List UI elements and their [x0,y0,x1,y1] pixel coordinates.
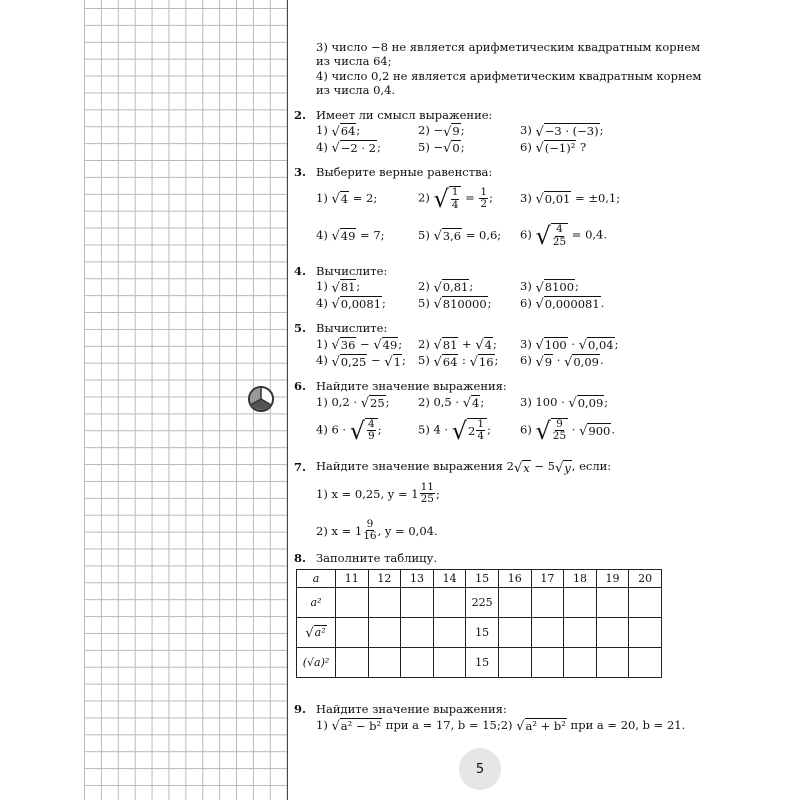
answer-row [294,337,670,353]
radical: √ 0,25 [331,354,367,371]
item-label: 3) [520,122,536,137]
table-cell: 15 [466,570,499,588]
item-label: 2) [418,279,434,293]
answer-row [294,181,670,217]
item-suffix: . [600,295,605,310]
item-label: 2) [418,190,434,205]
radicand: a² [314,626,326,640]
exercise-3 [294,165,670,253]
item-label: 5) [418,227,434,242]
fraction [479,187,488,211]
difficulty-marker-icon [248,386,274,412]
whole-part: 2 [468,423,476,438]
item-label: 4) [316,295,332,310]
exercise-4 [294,264,670,312]
exercise-number: 8. [294,550,307,565]
denominator: 9 [368,430,375,443]
radical: √ 4 [462,395,480,412]
radicand: 0,81 [442,280,469,295]
exercise-8 [294,551,670,678]
radical: √ 36 [331,338,356,354]
table-cell [368,588,401,618]
item-label: 6) [520,353,536,368]
operator: : [458,353,470,368]
radical: √ $\frac{9}{25}$ [535,416,567,445]
radicand: 36 [340,338,356,353]
table-cell [564,618,597,648]
radical: √ y [554,460,571,476]
radical: √ 8100 [535,280,575,296]
radicand: a² − b² [340,718,382,733]
radical: √ a² [305,626,326,642]
exercise-title: Найдите значение выражения: [316,379,507,394]
table-cell [336,618,369,648]
item-suffix: ; [489,190,493,205]
table-cell [433,618,466,648]
radicand: −3 · (−3) [544,124,599,139]
exercise-number: 2. [294,107,307,122]
radical: √ a² + b² [516,718,566,735]
item-suffix: ; [460,139,465,154]
item-suffix: ? [576,139,587,154]
table-cell: 19 [596,570,629,588]
radicand: 9 [452,124,460,139]
item-label: 3) [520,336,536,351]
table-cell [433,588,466,618]
item-suffix: ; [492,336,497,351]
numerator: 9 [366,517,374,530]
radical: √ 1 [384,354,401,371]
exercise-title: Выберите верные равенства: [316,165,493,180]
item-label: 6) [520,139,536,154]
operator: · [567,336,579,351]
condition-text: 1) x = 0,25, y = 1 [316,486,419,501]
table-cell: 14 [433,570,466,588]
item-label: 3) [520,190,536,205]
item-suffix: = 0,6; [462,227,502,242]
item-label: 3) 100 · [520,394,569,409]
table-cell: 18 [564,570,597,588]
item-suffix: ; [356,122,361,137]
radicand: 49 [382,338,398,353]
table-cell: 13 [401,570,434,588]
radical: √ x [513,460,530,476]
operator: · [553,353,565,368]
denominator: 25 [420,493,434,506]
operator: · [568,422,580,437]
answer-row [294,353,670,369]
table-row [297,588,662,618]
intro-line: из числа 64; [316,54,392,69]
item-suffix: ; [487,295,492,310]
fraction [451,187,460,211]
table-cell [596,588,629,618]
radical: √ −3 · (−3) [535,124,599,140]
radicand: 0,000081 [544,297,600,311]
radicand: 8100 [544,280,575,295]
item-suffix: ; [382,295,386,310]
radical: √ 81 [331,280,356,296]
radical: √ 0,81 [433,280,469,296]
radical: √ 9 [535,354,553,371]
item-label: 5) [418,353,434,368]
item-label: 2) − [418,122,444,137]
radicand: 64 [340,124,356,139]
item-suffix: ; [494,353,499,368]
radical: √ 4 [331,192,349,208]
radicand: 900 [588,423,611,438]
radicand: 0,01 [544,192,571,207]
radicand: 0,25 [340,354,367,369]
item-label: 4) [316,353,332,368]
exercise-title: Найдите значение выражения: [316,702,507,717]
radical: √ 4 [475,338,492,354]
radical: √ 900 [579,423,611,439]
item-suffix: ; [377,422,382,437]
intro-line: 4) число 0,2 не является арифметическим квадратным корнем [316,68,702,83]
radicand: 49 [340,229,356,244]
exercise-content [294,40,702,735]
radical: √ 0,0081 [331,297,382,313]
exercise-number: 6. [294,379,307,394]
item-suffix: ; [398,336,403,351]
item-suffix: ; [604,394,609,409]
radicand: 4 [472,395,480,410]
item-label: 6) [520,295,536,310]
radicand: 4 [484,338,492,353]
item-label: 4) [316,227,332,242]
radicand: 81 [442,338,458,353]
radicand: 1 [393,354,401,369]
item-suffix: ; [385,394,390,409]
item-suffix: при a = 17, b = 15; [382,717,501,732]
radicand: 0,09 [573,354,599,369]
radicand: 0,0081 [340,297,382,311]
item-label: 2) [418,336,434,351]
table-cell [596,648,629,678]
radical: √ 810000 [433,297,487,313]
radicand: (−1)² [544,140,576,155]
item-label: 1) [316,717,332,732]
exercise-7 [294,459,670,549]
denominator: 2 [480,198,488,211]
radical: √ 9 [443,124,460,140]
radical: √ 16 [469,354,494,371]
radical: √ 0,000081 [535,297,600,313]
radical: √ $\frac{1}{4}$ [433,186,461,211]
item-suffix: ; [435,486,440,501]
answer-row [294,395,670,411]
radicand: 81 [340,280,356,295]
title-text: Найдите значение выражения 2 [316,459,514,474]
table-cell: 225 [466,588,499,618]
denominator: 25 [552,235,567,248]
exercise-number: 7. [294,459,307,474]
table-cell [336,588,369,618]
exercise-title: Вычислите: [316,263,388,278]
denominator: 16 [363,530,377,543]
table-cell: 15 [466,648,499,678]
exercise-number: 9. [294,702,307,717]
item-label: 1) [316,336,332,351]
item-label: 5) 4 · [418,422,452,437]
table-cell: 12 [368,570,401,588]
table-cell [498,588,531,618]
radical: √ a² − b² [331,718,382,735]
operator: + [458,336,476,351]
item-label: 4) 6 · [316,422,350,437]
operator: − [356,336,374,351]
item-suffix: ; [401,353,406,368]
row-label [297,618,336,648]
radical: √ 25 [360,395,385,412]
table-header: a [297,570,336,588]
fraction [553,224,566,248]
item-suffix: ; [377,139,381,154]
table-cell [564,588,597,618]
item-label: 3) [520,279,536,293]
table-row [297,648,662,678]
operator: − 5 [530,459,555,474]
exercise-number: 5. [294,321,307,336]
exercise-number: 4. [294,263,307,278]
condition-line [294,513,670,549]
item-suffix: ; [599,122,604,137]
exercise-9 [294,702,686,735]
answer-row [294,140,670,156]
item-suffix: ; [460,122,465,137]
radical: √ $\frac{4}{9}$ [350,418,378,443]
table-cell [531,648,564,678]
item-suffix: ; [487,422,491,437]
fraction [420,482,435,506]
item-suffix: . [611,422,616,437]
item-suffix: ; [356,279,361,293]
item-suffix: = ±0,1; [571,190,621,205]
title-suffix: , если: [571,459,612,474]
radical: √ 3,6 [433,229,462,245]
item-label: 5) [418,295,434,310]
table-cell [531,588,564,618]
table-cell: 15 [466,618,499,648]
radical: √ 49 [331,229,356,245]
item-suffix: = 2; [349,190,378,205]
item-label: 5) − [418,139,444,154]
answer-row [294,717,686,735]
radical: √ 0,01 [535,192,571,208]
radical: √ 2 $\frac{1}{4}$ [452,418,487,443]
table-cell [564,648,597,678]
radicand: 9 [544,354,553,369]
item-suffix: = 7; [356,227,385,242]
numerator: 9 [556,417,563,430]
numerator: 1 [477,417,485,430]
table-header-row [297,570,662,588]
radicand: y [564,460,571,475]
item-label: 2) 0,5 · [418,394,463,409]
row-label: (√a)² [297,648,336,678]
fill-table [296,569,662,678]
intro-line: 3) число −8 не является арифметическим квадратным корнем [316,40,701,54]
radical: √ 0 [443,140,460,157]
table-cell [629,618,662,648]
radical: √ 64 [331,124,356,140]
radicand: 0,09 [577,395,604,410]
exercise-number: 3. [294,165,307,180]
item-suffix: = 0,4. [568,227,608,242]
table-cell [433,648,466,678]
condition-line [294,476,670,512]
fraction [553,419,566,443]
radicand: x [523,460,530,475]
radical: √ $\frac{4}{25}$ [535,222,567,251]
item-label: 1) 0,2 · [316,394,361,409]
item-label: 4) [316,139,332,154]
condition-text: 2) x = 1 [316,523,363,538]
exercise-title: Имеет ли смысл выражение: [316,107,493,122]
radical: √ 100 [535,338,567,354]
table-cell [336,648,369,678]
radical: √ −2 · 2 [331,140,377,157]
intro-line: из числа 0,4. [316,83,396,98]
radical: √ 0,09 [568,395,604,412]
table-cell: 17 [531,570,564,588]
item-label: 1) [316,122,332,137]
radicand: 4 [340,192,349,207]
radicand: 25 [370,395,385,410]
exercise-title [316,459,611,475]
radicand: 3,6 [442,229,462,244]
intro-block [294,40,702,98]
answer-row [294,411,670,449]
item-label: 1) [316,190,332,205]
radical: √ 81 [433,338,458,354]
radicand: 810000 [442,297,487,311]
item-suffix: , y = 0,04. [377,523,438,538]
item-suffix: ; [480,394,485,409]
radicand: 100 [544,338,567,353]
radicand: 16 [478,354,494,369]
radical: √ 0,04 [578,338,614,354]
operator: − [367,353,385,368]
denominator: 25 [552,430,567,443]
equals-sign: = [461,190,479,205]
fraction [476,419,485,443]
table-cell [368,648,401,678]
radicand: 0 [452,140,460,155]
item-suffix: ; [575,279,579,293]
numerator: 1 [451,186,459,199]
numerator: 4 [556,223,563,236]
item-suffix: ; [469,279,474,293]
table-cell [401,588,434,618]
row-label: a² [297,588,336,618]
page-number: 5 [459,748,501,790]
fraction [367,419,376,443]
answer-row [294,218,670,254]
denominator: 4 [451,198,459,211]
table-cell [401,618,434,648]
radical: √ (−1)² [535,140,576,157]
radicand: 64 [442,354,458,369]
answer-row [294,123,670,139]
numerator: 11 [420,480,434,493]
table-cell [629,588,662,618]
exercise-2 [294,108,670,156]
numerator: 4 [368,417,375,430]
table-cell [498,618,531,648]
denominator: 4 [477,430,485,443]
exercise-6 [294,379,670,449]
radical: √ 64 [433,354,458,371]
exercise-title: Заполните таблицу. [316,550,437,565]
table-cell [498,648,531,678]
radicand: a² + b² [525,718,566,733]
item-label: 6) [520,227,536,242]
table-row [297,618,662,648]
table-cell [629,648,662,678]
item-label: 6) [520,422,536,437]
radical: √ 0,09 [564,354,599,371]
table-cell: 16 [498,570,531,588]
fraction [363,519,376,543]
radical: √ 49 [373,338,398,354]
table-cell: 11 [336,570,369,588]
exercise-5 [294,321,670,369]
numerator: 1 [480,185,488,198]
table-cell: 20 [629,570,662,588]
table-cell [596,618,629,648]
item-suffix: при a = 20, b = 21. [566,717,686,732]
radicand: 0,04 [587,338,614,353]
table-cell [531,618,564,648]
exercise-title: Вычислите: [316,321,388,336]
item-label: 1) [316,279,332,293]
item-label: 2) [500,717,517,732]
table-cell [368,618,401,648]
answer-row [294,296,670,312]
answer-row [294,279,670,295]
table-cell [401,648,434,678]
item-suffix: ; [614,336,619,351]
item-suffix: . [599,353,604,368]
radicand: −2 · 2 [340,140,377,155]
